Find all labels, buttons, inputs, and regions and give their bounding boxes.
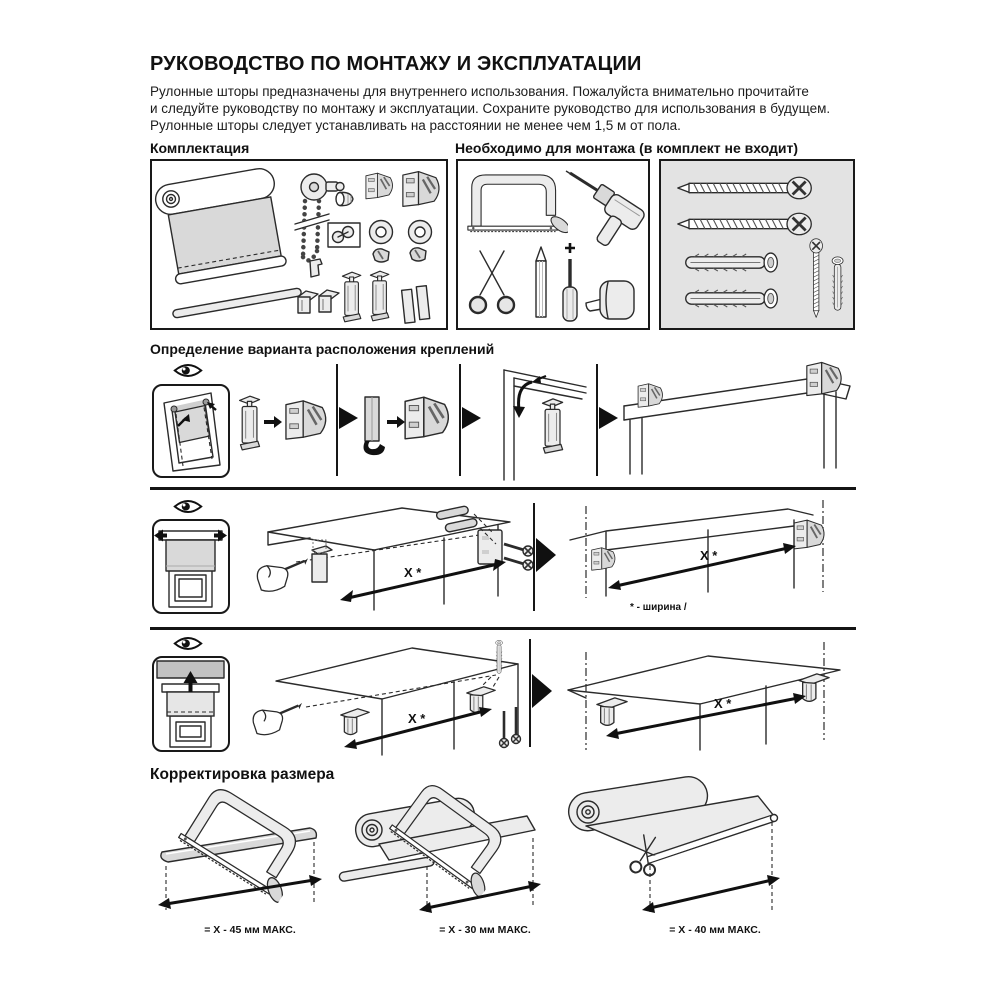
fixings-illustration xyxy=(661,161,853,327)
intro-line: Рулонные шторы следует устанавливать на расстоянии не менее чем 1,5 м от пола. xyxy=(150,118,681,133)
l-clamps xyxy=(298,290,339,313)
cut-caption-bar: = X - 45 мм МАКС. xyxy=(204,924,296,936)
spacer-strips xyxy=(401,286,430,323)
bracket-icon xyxy=(807,362,841,395)
cut-caption-tube: = X - 30 мм МАКС. xyxy=(439,924,531,936)
option-wall-mount-box xyxy=(152,519,230,614)
width-note: * - ширина / xyxy=(630,602,687,613)
hand-pencil-icon xyxy=(257,558,308,591)
roller-blind-kit-illustration xyxy=(152,161,446,327)
frame-with-brackets-illustration xyxy=(618,366,856,478)
eye-icon xyxy=(172,636,204,651)
wall-plug-icon xyxy=(686,253,778,272)
ceiling-bracket-icon xyxy=(341,709,369,735)
corner-bracket xyxy=(366,173,393,199)
ceiling-bracket-icon xyxy=(597,698,627,725)
eye-icon xyxy=(172,499,204,514)
dimension-label: X * xyxy=(700,548,718,563)
fixings-box xyxy=(659,159,855,330)
bracket-icon xyxy=(402,394,454,442)
arrow-right-icon xyxy=(264,416,282,428)
option-ceiling-mount-box xyxy=(152,656,230,752)
wall-brackets-installed-illustration xyxy=(560,498,858,602)
section-title-placement: Определение варианта расположения креплений xyxy=(150,341,495,357)
tall-bracket xyxy=(342,272,360,322)
dimension-arrow xyxy=(340,559,506,602)
roller-blind xyxy=(153,166,301,318)
step-divider xyxy=(596,364,598,476)
dimension-label: X * xyxy=(408,711,426,726)
tall-bracket-icon xyxy=(237,393,263,453)
sash-window-illustration xyxy=(154,386,227,475)
eye-icon xyxy=(172,363,204,378)
bracket-outline xyxy=(312,540,332,582)
hook-bracket-on-frame-illustration xyxy=(486,366,590,482)
step-arrow xyxy=(339,407,358,429)
bracket-icon xyxy=(638,384,662,407)
ceiling-mount-window-illustration xyxy=(154,658,227,749)
ceiling-brackets-installed-illustration xyxy=(556,638,856,756)
intro-line: Рулонные шторы предназначены для внутреннего использования. Пожалуйста внимательно прочитайте xyxy=(150,84,809,99)
washers xyxy=(370,221,432,244)
step-divider xyxy=(533,503,535,611)
adhesive-tape-icon xyxy=(358,395,388,457)
cut-roller-tube-illustration xyxy=(335,782,545,924)
step-divider xyxy=(529,639,531,747)
screw-vertical-icon xyxy=(810,239,823,318)
section-divider xyxy=(150,627,856,630)
safety-hook xyxy=(310,259,322,277)
option-sash-mount-box xyxy=(152,384,230,478)
corner-bracket xyxy=(403,172,439,207)
tall-bracket xyxy=(370,271,388,321)
chain-connector xyxy=(328,223,360,247)
step-arrow xyxy=(462,407,481,429)
section-title-tools: Необходимо для монтажа (в комплект не входит) xyxy=(455,140,799,156)
page-title: РУКОВОДСТВО ПО МОНТАЖУ И ЭКСПЛУАТАЦИИ xyxy=(150,53,642,75)
wall-plug-vertical-icon xyxy=(832,257,843,310)
screwdriver-icon xyxy=(563,243,577,321)
dimension-arrow xyxy=(642,875,780,913)
tape-measure-icon xyxy=(586,281,634,319)
bracket-with-screws xyxy=(436,504,533,570)
intro-paragraph xyxy=(150,83,830,134)
cut-fabric-illustration xyxy=(560,772,785,922)
hand-pencil-icon xyxy=(253,703,302,735)
step-arrow xyxy=(536,538,556,572)
tools-box xyxy=(456,159,650,330)
tools-illustration xyxy=(458,161,648,327)
dimension-label: X * xyxy=(404,565,422,580)
section-title-sizing: Корректировка размера xyxy=(150,766,335,783)
section-divider xyxy=(150,487,856,490)
hacksaw-icon xyxy=(468,175,572,236)
pencil-icon xyxy=(536,247,546,317)
screw-icon xyxy=(678,177,811,198)
intro-line: и следуйте руководству по монтажу и эксплуатации. Сохраните руководство для использования в будущем. xyxy=(150,101,831,116)
drill-icon xyxy=(566,171,646,255)
wall-mount-window-illustration xyxy=(154,521,227,611)
ceiling-marking-illustration xyxy=(248,635,532,759)
clips xyxy=(373,248,426,262)
step-arrow xyxy=(532,674,552,708)
section-title-package: Комплектация xyxy=(150,140,250,156)
dimension-arrow xyxy=(158,875,322,909)
cut-caption-fabric: = X - 40 мм МАКС. xyxy=(669,924,761,936)
bracket-icon xyxy=(283,398,331,442)
package-contents-box xyxy=(150,159,448,330)
screw-icon xyxy=(678,213,811,234)
step-arrow xyxy=(599,407,618,429)
cut-bottom-rail-illustration xyxy=(150,790,335,925)
step-divider xyxy=(459,364,461,476)
bottom-rail xyxy=(172,288,301,318)
bracket-icon xyxy=(794,520,824,549)
end-cap xyxy=(336,192,353,205)
bracket-icon xyxy=(592,548,615,570)
scissors-icon xyxy=(470,251,514,313)
dimension-label: X * xyxy=(714,696,732,711)
step-divider xyxy=(336,364,338,476)
wall-marking-illustration xyxy=(252,498,534,618)
wall-plug-icon xyxy=(686,289,778,308)
dimension-arrow xyxy=(606,693,806,739)
